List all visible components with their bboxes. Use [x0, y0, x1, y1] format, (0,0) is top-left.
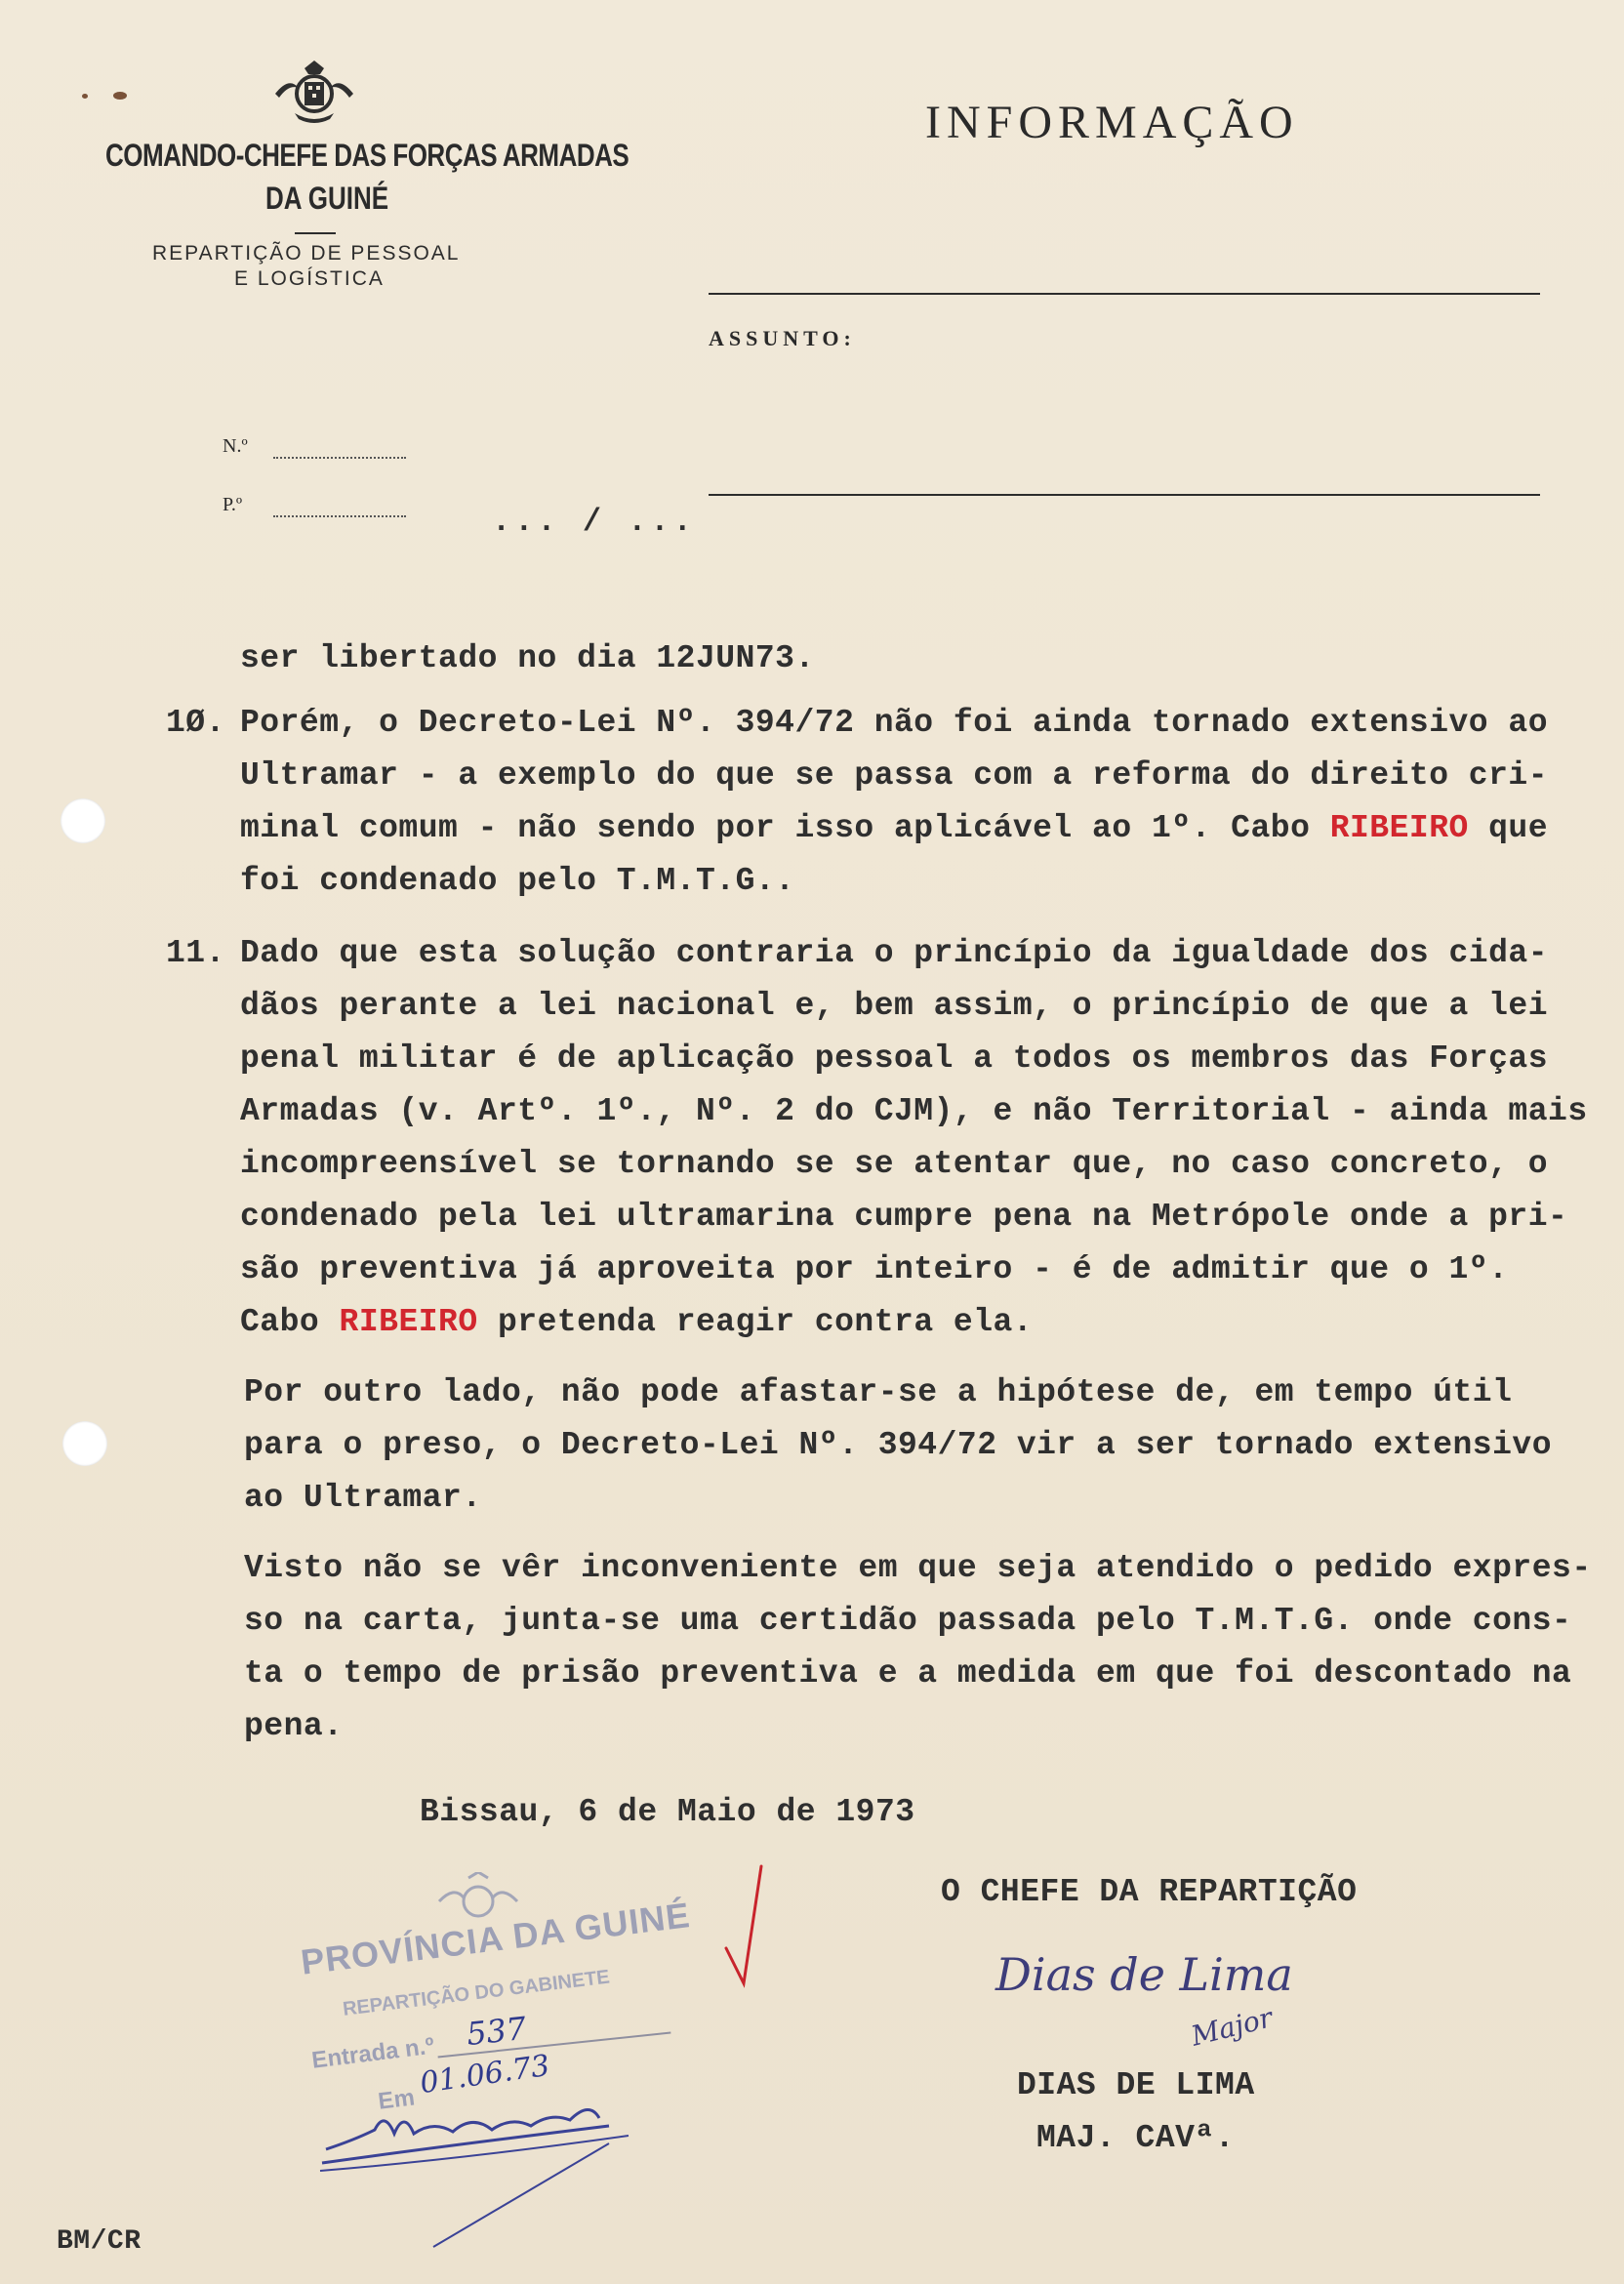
paragraph-13-line2: so na carta, junta-se uma certidão passada pelo T.M.T.G. onde cons- — [244, 1603, 1572, 1639]
header-divider — [295, 232, 336, 234]
subject-rule — [709, 494, 1540, 496]
stamp-date-label: Em — [377, 2084, 417, 2115]
paragraph-10-line3 — [240, 802, 1548, 855]
paragraph-13-line1: Visto não se vêr inconveniente em que seja atendido o pedido expres- — [244, 1550, 1592, 1586]
signatory-title: O CHEFE DA REPARTIÇÃO — [941, 1874, 1358, 1910]
org-name-line1: COMANDO-CHEFE DAS FORÇAS ARMADAS — [105, 137, 629, 174]
document-type-title: INFORMAÇÃO — [925, 97, 1299, 148]
dept-name-line2: E LOGÍSTICA — [234, 267, 385, 290]
stamp-initials-scribble — [316, 2091, 687, 2257]
paragraph-11-line7: são preventiva já aproveita por inteiro - é de admitir que o 1º. — [240, 1251, 1509, 1287]
paragraph-11-line4: Armadas (v. Artº. 1º., Nº. 2 do CJM), e não Territorial - ainda mais — [240, 1093, 1588, 1129]
continued-line: ser libertado no dia 12JUN73. — [240, 640, 815, 676]
paragraph-10-line3-tail: que — [1468, 810, 1549, 846]
check-mark-icon — [722, 1862, 771, 1989]
punch-hole-top — [61, 798, 105, 843]
subject-label: ASSUNTO: — [709, 326, 856, 350]
org-name-line2: DA GUINÉ — [265, 180, 389, 217]
signatory-name: DIAS DE LIMA — [1017, 2067, 1255, 2103]
paragraph-12-line1: Por outro lado, não pode afastar-se a hipótese de, em tempo útil — [244, 1374, 1513, 1410]
paragraph-13-line4: pena. — [244, 1708, 344, 1744]
handwritten-annotation: Major — [1188, 2001, 1277, 2053]
paragraph-10-line1: Porém, o Decreto-Lei Nº. 394/72 não foi ainda tornado extensivo ao — [240, 705, 1549, 741]
coat-of-arms-icon — [269, 59, 359, 129]
paragraph-11-line8-head: Cabo — [240, 1304, 340, 1340]
paragraph-11-line5: incompreensível se tornando se se atentar que, no caso concreto, o — [240, 1146, 1549, 1182]
number-label: N.º — [223, 435, 248, 457]
stamp-province: PROVÍNCIA DA GUINÉ — [299, 1895, 693, 1982]
name-ribeiro-2: RIBEIRO — [339, 1304, 478, 1340]
paragraph-11-line1: Dado que esta solução contraria o princípio da igualdade dos cida- — [240, 935, 1549, 971]
number-field-line — [273, 457, 406, 459]
dept-name-line1: REPARTIÇÃO DE PESSOAL — [152, 242, 461, 265]
paragraph-10-line3-text: minal comum - não sendo por isso aplicável ao 1º. Cabo — [240, 810, 1330, 846]
page-field-line — [273, 515, 406, 517]
reference-initials: BM/CR — [57, 2226, 142, 2257]
signatory-rank: MAJ. CAVª. — [1036, 2120, 1236, 2156]
punch-hole-bottom — [62, 1421, 107, 1466]
paragraph-12-line3: ao Ultramar. — [244, 1480, 482, 1516]
paragraph-10-line4: foi condenado pelo T.M.T.G.. — [240, 863, 795, 899]
paragraph-11-line6: condenado pela lei ultramarina cumpre pena na Metrópole onde a pri- — [240, 1199, 1568, 1235]
paragraph-11-line8 — [240, 1296, 1033, 1349]
stamp-entry-label: Entrada n.º — [310, 2032, 436, 2074]
handwritten-signature: Dias de Lima — [995, 1948, 1293, 2001]
paragraph-11-line2: dãos perante a lei nacional e, bem assim, o princípio de que a lei — [240, 988, 1549, 1024]
paragraph-number-10: 1Ø. — [166, 705, 225, 741]
page-continuation-marker: ... / ... — [492, 504, 696, 540]
paper-stain — [113, 92, 127, 100]
stamp-department: REPARTIÇÃO DO GABINETE — [342, 1966, 611, 2020]
paragraph-12-line2: para o preso, o Decreto-Lei Nº. 394/72 vir a ser tornado extensivo — [244, 1427, 1553, 1463]
paragraph-11-line3: penal militar é de aplicação pessoal a todos os membros das Forças — [240, 1040, 1549, 1077]
paper-stain-2 — [82, 94, 88, 99]
paragraph-10-line2: Ultramar - a exemplo do que se passa com a reforma do direito cri- — [240, 757, 1549, 794]
paragraph-13-line3: ta o tempo de prisão preventiva e a medida em que foi descontado na — [244, 1655, 1572, 1692]
stamp-date: 01.06.73 — [418, 2048, 552, 2101]
title-rule — [709, 293, 1540, 295]
stamp-entry-number: 537 — [465, 2009, 528, 2054]
place-and-date: Bissau, 6 de Maio de 1973 — [420, 1794, 915, 1830]
paragraph-number-11: 11. — [166, 935, 225, 971]
name-ribeiro: RIBEIRO — [1329, 810, 1469, 846]
paragraph-11-line8-tail: pretenda reagir contra ela. — [477, 1304, 1034, 1340]
page-label: P.º — [223, 494, 243, 515]
